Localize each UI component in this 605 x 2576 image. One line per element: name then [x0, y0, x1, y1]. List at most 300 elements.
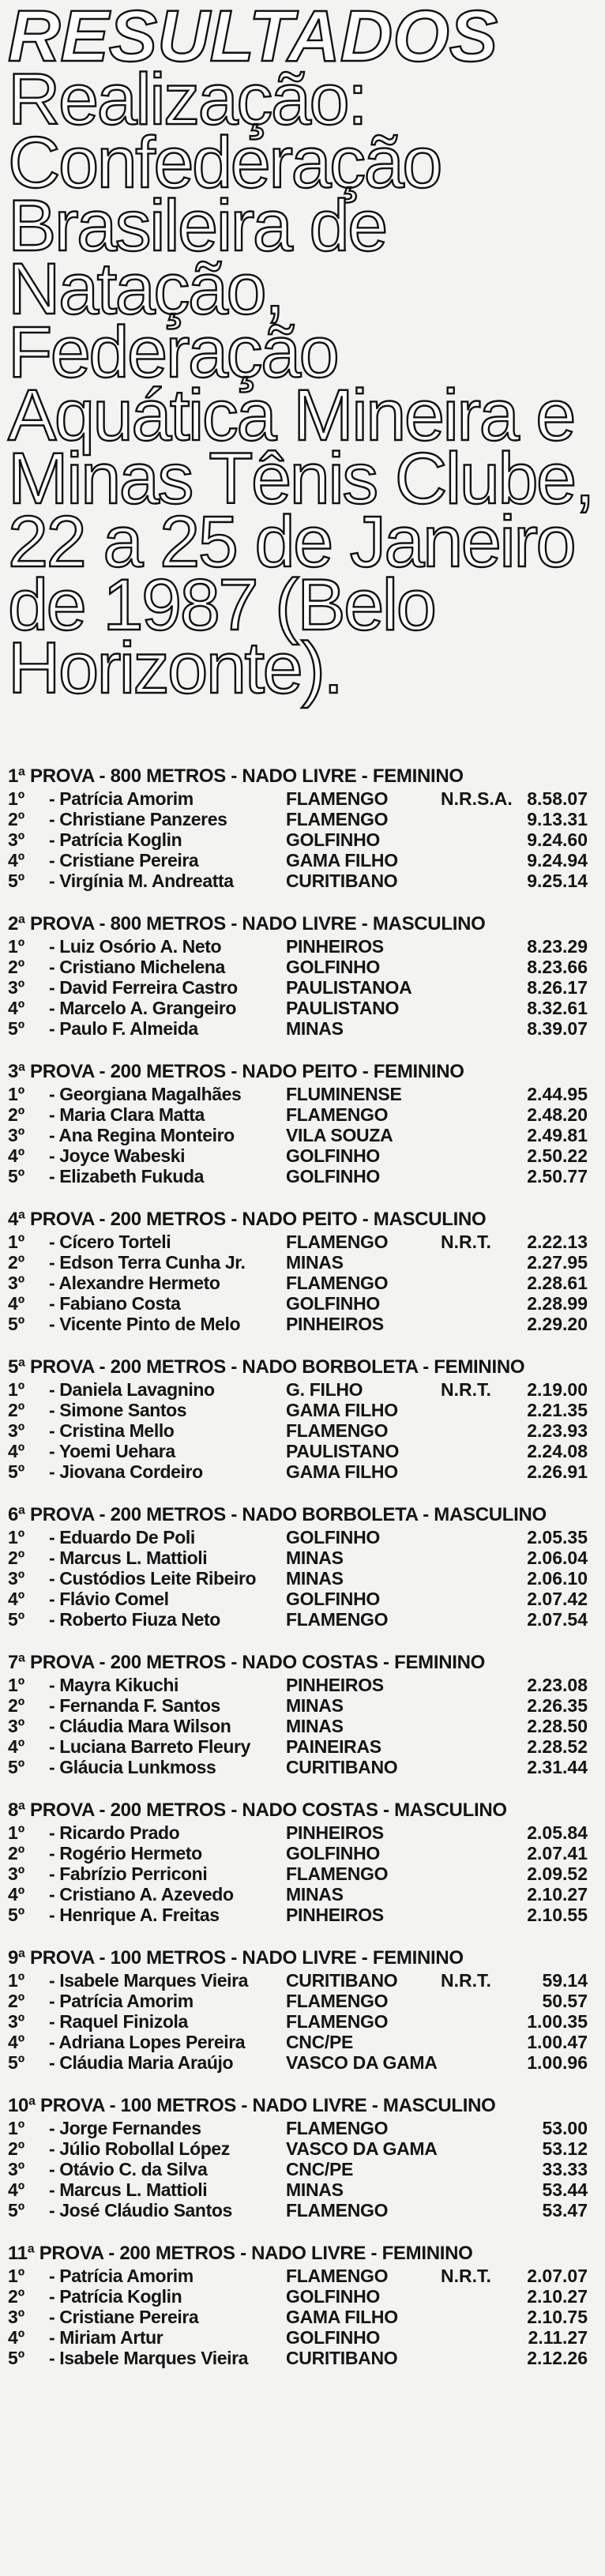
event-section — [8, 912, 599, 1039]
result-row — [8, 1970, 599, 1991]
result-row — [8, 2118, 599, 2138]
placing: 5º — [8, 2348, 25, 2368]
result-time: 59.14 — [542, 1970, 588, 1991]
result-row — [8, 788, 599, 809]
result-time: 2.06.10 — [527, 1568, 588, 1589]
result-row — [8, 1166, 599, 1186]
result-time: 2.49.81 — [527, 1125, 588, 1145]
event-section — [8, 1208, 599, 1334]
result-time: 8.32.61 — [527, 998, 588, 1018]
placing: 1º — [8, 2118, 25, 2138]
club-name: PINHEIROS — [286, 1822, 384, 1843]
swimmer-name: - Edson Terra Cunha Jr. — [49, 1252, 246, 1273]
swimmer-name: - Rogério Hermeto — [49, 1843, 202, 1863]
result-time: 53.12 — [542, 2138, 588, 2159]
result-time: 2.10.27 — [527, 2286, 588, 2307]
club-name: MINAS — [286, 1884, 344, 1905]
result-row — [8, 1757, 599, 1777]
swimmer-name: - Isabele Marques Vieira — [49, 1970, 249, 1991]
club-name: MINAS — [286, 1252, 344, 1273]
result-time: 2.44.95 — [527, 1084, 588, 1104]
event-title: 7ª PROVA - 200 METROS - NADO COSTAS - FEMININO — [8, 1652, 486, 1673]
event-title: 8ª PROVA - 200 METROS - NADO COSTAS - MASCULINO — [8, 1799, 507, 1821]
swimmer-name: - Mayra Kikuchi — [49, 1675, 178, 1695]
club-name: MINAS — [286, 1568, 344, 1589]
event-title: 6ª PROVA - 200 METROS - NADO BORBOLETA - MASCULINO — [8, 1504, 547, 1525]
swimmer-name: - Marcus L. Mattioli — [49, 2179, 208, 2200]
club-name: FLAMENGO — [286, 2266, 389, 2286]
placing: 4º — [8, 1884, 25, 1905]
record-note: N.R.T. — [441, 1970, 491, 1991]
swimmer-name: - Patrícia Amorim — [49, 1991, 194, 2011]
swimmer-name: - Vicente Pinto de Melo — [49, 1314, 241, 1334]
event-title: 10ª PROVA - 100 METROS - NADO LIVRE - MASCULINO — [8, 2095, 496, 2116]
result-row — [8, 2200, 599, 2221]
placing: 3º — [8, 2307, 25, 2327]
event-title: 2ª PROVA - 800 METROS - NADO LIVRE - MASCULINO — [8, 913, 486, 935]
swimmer-name: - Marcelo A. Grangeiro — [49, 998, 237, 1018]
result-time: 2.05.35 — [527, 1527, 588, 1547]
result-time: 1.00.35 — [527, 2011, 588, 2032]
result-row — [8, 850, 599, 871]
result-time: 1.00.96 — [527, 2052, 588, 2073]
swimmer-name: - Georgiana Magalhães — [49, 1084, 242, 1104]
placing: 1º — [8, 2266, 25, 2286]
placing: 4º — [8, 1145, 25, 1166]
placing: 1º — [8, 1232, 25, 1252]
swimmer-name: - Cristiane Pereira — [49, 2307, 199, 2327]
result-time: 2.28.99 — [527, 1293, 588, 1314]
swimmer-name: - Luciana Barreto Fleury — [49, 1736, 250, 1757]
placing: 2º — [8, 2286, 25, 2307]
result-row — [8, 2348, 599, 2368]
result-row — [8, 1843, 599, 1863]
placing: 4º — [8, 1589, 25, 1609]
club-name: PAULISTANO — [286, 998, 400, 1018]
swimmer-name: - Fabrízio Perriconi — [49, 1863, 208, 1884]
club-name: GOLFINHO — [286, 1589, 380, 1609]
result-time: 2.26.35 — [527, 1695, 588, 1716]
result-time: 2.24.08 — [527, 1441, 588, 1461]
placing: 1º — [8, 1527, 25, 1547]
result-time: 2.07.54 — [527, 1609, 588, 1630]
club-name: G. FILHO — [286, 1379, 363, 1400]
placing: 4º — [8, 1441, 25, 1461]
result-row — [8, 1991, 599, 2011]
club-name: GAMA FILHO — [286, 1400, 398, 1420]
result-row — [8, 1527, 599, 1547]
result-row — [8, 1252, 599, 1273]
placing: 2º — [8, 1843, 25, 1863]
placing: 3º — [8, 1420, 25, 1441]
club-name: PINHEIROS — [286, 1314, 384, 1334]
swimmer-name: - Yoemi Uehara — [49, 1441, 175, 1461]
placing: 5º — [8, 2200, 25, 2221]
result-row — [8, 2179, 599, 2200]
result-time: 1.00.47 — [527, 2032, 588, 2052]
placing: 2º — [8, 2138, 25, 2159]
placing: 2º — [8, 957, 25, 977]
result-time: 53.00 — [542, 2118, 588, 2138]
result-row — [8, 1400, 599, 1420]
swimmer-name: - Paulo F. Almeida — [49, 1018, 198, 1039]
swimmer-name: - David Ferreira Castro — [49, 977, 238, 998]
result-time: 9.13.31 — [527, 809, 588, 829]
club-name: FLAMENGO — [286, 2118, 389, 2138]
club-name: FLAMENGO — [286, 1991, 389, 2011]
placing: 1º — [8, 1379, 25, 1400]
swimmer-name: - Raquel Finizola — [49, 2011, 188, 2032]
result-row — [8, 1884, 599, 1905]
placing: 4º — [8, 850, 25, 871]
result-time: 33.33 — [542, 2159, 588, 2179]
placing: 5º — [8, 1757, 25, 1777]
club-name: FLAMENGO — [286, 1104, 389, 1125]
result-time: 8.58.07 — [527, 788, 588, 809]
club-name: FLAMENGO — [286, 2200, 389, 2221]
swimmer-name: - Ricardo Prado — [49, 1822, 180, 1843]
result-time: 2.09.52 — [527, 1863, 588, 1884]
result-row — [8, 2307, 599, 2327]
club-name: FLAMENGO — [286, 788, 389, 809]
club-name: GOLFINHO — [286, 1843, 380, 1863]
placing: 2º — [8, 1104, 25, 1125]
result-time: 2.28.52 — [527, 1736, 588, 1757]
result-time: 9.24.94 — [527, 850, 588, 871]
placing: 2º — [8, 1991, 25, 2011]
result-row — [8, 2159, 599, 2179]
result-row — [8, 1420, 599, 1441]
result-time: 9.24.60 — [527, 829, 588, 850]
club-name: GOLFINHO — [286, 2327, 380, 2348]
result-row — [8, 1084, 599, 1104]
club-name: CURITIBANO — [286, 871, 398, 891]
club-name: FLAMENGO — [286, 1863, 389, 1884]
club-name: GOLFINHO — [286, 829, 380, 850]
result-time: 2.07.42 — [527, 1589, 588, 1609]
headline — [8, 0, 600, 709]
result-row — [8, 1716, 599, 1736]
result-row — [8, 2052, 599, 2073]
swimmer-name: - Cícero Torteli — [49, 1232, 171, 1252]
swimmer-name: - Patrícia Amorim — [49, 2266, 194, 2286]
result-row — [8, 1379, 599, 1400]
result-row — [8, 1609, 599, 1630]
result-time: 8.26.17 — [527, 977, 588, 998]
swimmer-name: - Patrícia Koglin — [49, 2286, 182, 2307]
result-time: 2.48.20 — [527, 1104, 588, 1125]
club-name: MINAS — [286, 1547, 344, 1568]
placing: 3º — [8, 829, 25, 850]
placing: 3º — [8, 977, 25, 998]
result-row — [8, 998, 599, 1018]
results-list — [8, 765, 599, 2390]
swimmer-name: - Alexandre Hermeto — [49, 1273, 220, 1293]
result-time: 2.23.93 — [527, 1420, 588, 1441]
result-row — [8, 1273, 599, 1293]
swimmer-name: - Gláucia Lunkmoss — [49, 1757, 216, 1777]
club-name: GAMA FILHO — [286, 1461, 398, 1482]
placing: 2º — [8, 1547, 25, 1568]
placing: 1º — [8, 1970, 25, 1991]
club-name: FLAMENGO — [286, 1420, 389, 1441]
event-title: 11ª PROVA - 200 METROS - NADO LIVRE - FEMININO — [8, 2243, 473, 2264]
placing: 4º — [8, 2032, 25, 2052]
placing: 5º — [8, 1166, 25, 1186]
club-name: VASCO DA GAMA — [286, 2138, 438, 2159]
result-row — [8, 1293, 599, 1314]
club-name: FLAMENGO — [286, 1609, 389, 1630]
result-row — [8, 957, 599, 977]
result-row — [8, 1018, 599, 1039]
result-time: 2.22.13 — [527, 1232, 588, 1252]
event-section — [8, 2094, 599, 2221]
placing: 4º — [8, 1736, 25, 1757]
result-row — [8, 809, 599, 829]
event-section — [8, 1946, 599, 2073]
result-time: 2.10.27 — [527, 1884, 588, 1905]
result-time: 2.10.55 — [527, 1905, 588, 1925]
swimmer-name: - Ana Regina Monteiro — [49, 1125, 235, 1145]
club-name: MINAS — [286, 1018, 344, 1039]
swimmer-name: - Cláudia Mara Wilson — [49, 1716, 231, 1736]
event-section — [8, 1799, 599, 1925]
club-name: MINAS — [286, 1716, 344, 1736]
result-time: 2.29.20 — [527, 1314, 588, 1334]
result-time: 8.39.07 — [527, 1018, 588, 1039]
result-time: 2.26.91 — [527, 1461, 588, 1482]
event-section — [8, 1356, 599, 1482]
result-time: 2.05.84 — [527, 1822, 588, 1843]
result-row — [8, 1863, 599, 1884]
result-row — [8, 1589, 599, 1609]
result-time: 2.28.50 — [527, 1716, 588, 1736]
placing: 1º — [8, 1822, 25, 1843]
placing: 1º — [8, 1675, 25, 1695]
placing: 2º — [8, 1400, 25, 1420]
result-time: 2.11.27 — [528, 2327, 588, 2348]
result-time: 2.19.00 — [527, 1379, 588, 1400]
placing: 5º — [8, 1018, 25, 1039]
result-time: 2.06.04 — [527, 1547, 588, 1568]
result-time: 2.50.77 — [527, 1166, 588, 1186]
result-row — [8, 1736, 599, 1757]
placing: 1º — [8, 1084, 25, 1104]
swimmer-name: - Elizabeth Fukuda — [49, 1166, 204, 1186]
result-row — [8, 2011, 599, 2032]
swimmer-name: - Júlio Robollal López — [49, 2138, 230, 2159]
result-time: 8.23.29 — [527, 936, 588, 957]
swimmer-name: - Jiovana Cordeiro — [49, 1461, 203, 1482]
club-name: GAMA FILHO — [286, 2307, 398, 2327]
result-row — [8, 1461, 599, 1482]
club-name: GOLFINHO — [286, 1166, 380, 1186]
swimmer-name: - Isabele Marques Vieira — [49, 2348, 249, 2368]
result-row — [8, 829, 599, 850]
placing: 5º — [8, 1314, 25, 1334]
placing: 4º — [8, 2327, 25, 2348]
record-note: N.R.T. — [441, 1232, 491, 1252]
result-time: 2.28.61 — [527, 1273, 588, 1293]
swimmer-name: - Eduardo De Poli — [49, 1527, 195, 1547]
event-title: 4ª PROVA - 200 METROS - NADO PEITO - MASCULINO — [8, 1209, 487, 1230]
club-name: CNC/PE — [286, 2159, 354, 2179]
swimmer-name: - Fabiano Costa — [49, 1293, 181, 1314]
result-row — [8, 1568, 599, 1589]
placing: 5º — [8, 1609, 25, 1630]
result-row — [8, 1822, 599, 1843]
result-time: 2.10.75 — [527, 2307, 588, 2327]
club-name: MINAS — [286, 1695, 344, 1716]
headline-subtitle: Realização: Confederação Brasileira de Natação, Federação Aquática Mineira e Minas Tênis Clube, 22 a 25 de Janeiro de 1987 (Belo Horizonte). — [8, 59, 593, 709]
swimmer-name: - Maria Clara Matta — [49, 1104, 205, 1125]
club-name: GOLFINHO — [286, 1527, 380, 1547]
placing: 4º — [8, 1293, 25, 1314]
swimmer-name: - Miriam Artur — [49, 2327, 163, 2348]
placing: 3º — [8, 1863, 25, 1884]
result-row — [8, 2266, 599, 2286]
event-section — [8, 765, 599, 891]
result-time: 53.47 — [542, 2200, 588, 2221]
club-name: FLAMENGO — [286, 1232, 389, 1252]
placing: 5º — [8, 871, 25, 891]
swimmer-name: - Otávio C. da Silva — [49, 2159, 208, 2179]
club-name: PAINEIRAS — [286, 1736, 381, 1757]
club-name: CURITIBANO — [286, 1970, 398, 1991]
event-title: 9ª PROVA - 100 METROS - NADO LIVRE - FEMININO — [8, 1947, 464, 1969]
result-time: 2.23.08 — [527, 1675, 588, 1695]
club-name: FLAMENGO — [286, 1273, 389, 1293]
result-row — [8, 1104, 599, 1125]
event-title: 5ª PROVA - 200 METROS - NADO BORBOLETA - FEMININO — [8, 1356, 525, 1378]
club-name: VILA SOUZA — [286, 1125, 393, 1145]
swimmer-name: - Cristiano A. Azevedo — [49, 1884, 234, 1905]
swimmer-name: - Simone Santos — [49, 1400, 187, 1420]
result-row — [8, 2327, 599, 2348]
swimmer-name: - Custódios Leite Ribeiro — [49, 1568, 257, 1589]
swimmer-name: - Daniela Lavagnino — [49, 1379, 215, 1400]
result-time: 8.23.66 — [527, 957, 588, 977]
result-row — [8, 1145, 599, 1166]
result-row — [8, 1125, 599, 1145]
result-row — [8, 1675, 599, 1695]
club-name: GOLFINHO — [286, 2286, 380, 2307]
swimmer-name: - Luiz Osório A. Neto — [49, 936, 222, 957]
swimmer-name: - Christiane Panzeres — [49, 809, 227, 829]
placing: 2º — [8, 1695, 25, 1716]
club-name: PAULISTANOA — [286, 977, 412, 998]
club-name: GOLFINHO — [286, 1293, 380, 1314]
club-name: CURITIBANO — [286, 1757, 398, 1777]
club-name: FLUMINENSE — [286, 1084, 402, 1104]
club-name: PINHEIROS — [286, 1905, 384, 1925]
swimmer-name: - Patrícia Koglin — [49, 829, 182, 850]
result-row — [8, 977, 599, 998]
placing: 4º — [8, 2179, 25, 2200]
placing: 3º — [8, 1273, 25, 1293]
placing: 3º — [8, 2159, 25, 2179]
result-time: 2.07.41 — [527, 1843, 588, 1863]
swimmer-name: - Cristiane Pereira — [49, 850, 199, 871]
placing: 5º — [8, 2052, 25, 2073]
result-row — [8, 1547, 599, 1568]
swimmer-name: - Cristiano Michelena — [49, 957, 225, 977]
swimmer-name: - Henrique A. Freitas — [49, 1905, 220, 1925]
result-row — [8, 2138, 599, 2159]
swimmer-name: - Jorge Fernandes — [49, 2118, 201, 2138]
result-time: 2.21.35 — [527, 1400, 588, 1420]
result-time: 2.27.95 — [527, 1252, 588, 1273]
event-section — [8, 2242, 599, 2368]
result-row — [8, 936, 599, 957]
result-time: 2.07.07 — [527, 2266, 588, 2286]
placing: 2º — [8, 809, 25, 829]
result-row — [8, 1905, 599, 1925]
result-time: 50.57 — [542, 1991, 588, 2011]
club-name: GOLFINHO — [286, 957, 380, 977]
club-name: FLAMENGO — [286, 809, 389, 829]
event-section — [8, 1060, 599, 1186]
result-time: 2.31.44 — [527, 1757, 588, 1777]
swimmer-name: - Marcus L. Mattioli — [49, 1547, 208, 1568]
record-note: N.R.T. — [441, 1379, 491, 1400]
headline-title: RESULTADOS — [8, 0, 498, 77]
club-name: GOLFINHO — [286, 1145, 380, 1166]
swimmer-name: - José Cláudio Santos — [49, 2200, 232, 2221]
result-row — [8, 2286, 599, 2307]
record-note: N.R.T. — [441, 2266, 491, 2286]
placing: 5º — [8, 1905, 25, 1925]
swimmer-name: - Roberto Fiuza Neto — [49, 1609, 220, 1630]
placing: 1º — [8, 936, 25, 957]
event-title: 1ª PROVA - 800 METROS - NADO LIVRE - FEMININO — [8, 765, 464, 787]
club-name: CNC/PE — [286, 2032, 354, 2052]
event-section — [8, 1651, 599, 1777]
result-row — [8, 871, 599, 891]
event-title: 3ª PROVA - 200 METROS - NADO PEITO - FEMININO — [8, 1061, 464, 1082]
swimmer-name: - Fernanda F. Santos — [49, 1695, 220, 1716]
event-section — [8, 1503, 599, 1630]
swimmer-name: - Adriana Lopes Pereira — [49, 2032, 246, 2052]
club-name: GAMA FILHO — [286, 850, 398, 871]
swimmer-name: - Virgínia M. Andreatta — [49, 871, 234, 891]
result-row — [8, 1441, 599, 1461]
club-name: FLAMENGO — [286, 2011, 389, 2032]
placing: 3º — [8, 1125, 25, 1145]
result-row — [8, 2032, 599, 2052]
swimmer-name: - Cláudia Maria Araújo — [49, 2052, 234, 2073]
result-time: 53.44 — [542, 2179, 588, 2200]
result-row — [8, 1695, 599, 1716]
result-time: 2.12.26 — [527, 2348, 588, 2368]
placing: 1º — [8, 788, 25, 809]
swimmer-name: - Joyce Wabeski — [49, 1145, 186, 1166]
club-name: VASCO DA GAMA — [286, 2052, 438, 2073]
placing: 2º — [8, 1252, 25, 1273]
club-name: CURITIBANO — [286, 2348, 398, 2368]
placing: 3º — [8, 1716, 25, 1736]
placing: 4º — [8, 998, 25, 1018]
placing: 5º — [8, 1461, 25, 1482]
result-row — [8, 1232, 599, 1252]
result-row — [8, 1314, 599, 1334]
result-time: 2.50.22 — [527, 1145, 588, 1166]
club-name: PINHEIROS — [286, 936, 384, 957]
club-name: PINHEIROS — [286, 1675, 384, 1695]
result-time: 9.25.14 — [527, 871, 588, 891]
placing: 3º — [8, 1568, 25, 1589]
swimmer-name: - Patrícia Amorim — [49, 788, 194, 809]
